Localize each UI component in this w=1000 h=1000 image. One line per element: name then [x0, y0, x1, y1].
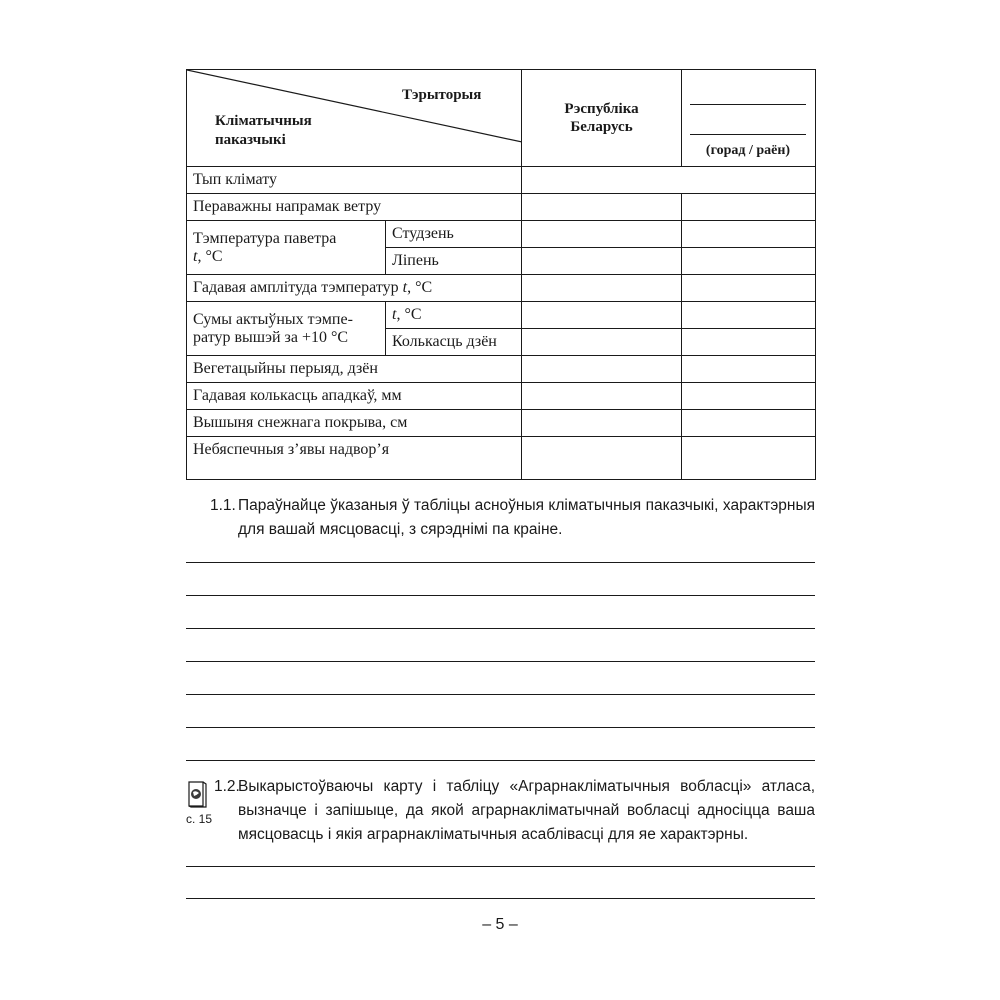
writing-line[interactable]: [186, 562, 815, 563]
row-label-temperature: [187, 221, 386, 275]
writing-line[interactable]: [186, 661, 815, 662]
answer-cell[interactable]: [522, 437, 682, 480]
header-territory: Тэрыторыя: [402, 87, 482, 103]
task-1-2: [214, 775, 815, 850]
answer-cell[interactable]: [522, 167, 816, 194]
task-1-1-number: 1.1.: [210, 497, 236, 514]
answer-cell[interactable]: [682, 437, 816, 480]
city-blank-line-1[interactable]: [690, 104, 806, 105]
amplitude-symbol: t: [402, 279, 408, 296]
answer-cell[interactable]: [682, 275, 816, 302]
answer-cell[interactable]: [522, 302, 682, 329]
row-label-sum-temperature: [386, 302, 522, 329]
climate-table: [186, 69, 816, 480]
writing-line[interactable]: [186, 760, 815, 761]
table-row: [187, 437, 816, 480]
table-row: [187, 167, 816, 194]
active-sums-line2: ратур вышэй за +10 °С: [193, 328, 349, 346]
answer-cell[interactable]: [682, 356, 816, 383]
sum-unit: , °С: [396, 306, 422, 323]
amplitude-unit: , °С: [407, 279, 433, 296]
row-label-snow: Вышыня снежнага покрыва, см: [187, 410, 522, 437]
header-diagonal-cell: [187, 70, 522, 167]
atlas-icon: [186, 780, 208, 808]
temperature-unit: , °С: [197, 247, 223, 265]
atlas-page-reference: с. 15: [186, 812, 213, 826]
header-republic: [522, 70, 682, 167]
answer-cell[interactable]: [682, 194, 816, 221]
writing-line[interactable]: [186, 898, 815, 899]
row-label-january: Студзень: [386, 221, 522, 248]
header-city: [682, 70, 816, 167]
header-republic-line1: Рэспубліка: [564, 101, 639, 117]
task-1-2-text: Выкарыстоўваючы карту і табліцу «Аграрнакліматычныя вобласці» атласа, вызначце і запішыце, да якой аграрнакліматычнай вобласці адносіцца ваша мясцовасць і якія аграрнакліматычныя асаблівасці для яе характэрны.: [238, 778, 815, 843]
active-sums-line1: Сумы актыўных тэмпе-: [193, 310, 353, 328]
row-label-july: Ліпень: [386, 248, 522, 275]
header-republic-line2: Беларусь: [570, 119, 633, 135]
temperature-symbol: t: [193, 247, 198, 265]
table-row: [187, 194, 816, 221]
answer-cell[interactable]: [682, 302, 816, 329]
task-1-1-text: Параўнайце ўказаныя ў табліцы асноўныя кліматычныя паказчыкі, характэрныя для вашай мясцовасці, з сярэднімі па краіне.: [238, 497, 815, 538]
sum-symbol: t: [392, 306, 397, 323]
answer-cell[interactable]: [522, 383, 682, 410]
row-label-days-count: Колькасць дзён: [386, 329, 522, 356]
answer-cell[interactable]: [522, 248, 682, 275]
writing-line[interactable]: [186, 595, 815, 596]
temperature-label: Тэмпература паветра: [193, 229, 337, 247]
header-indicators: Кліматычныя паказчыкі: [215, 113, 312, 148]
answer-cell[interactable]: [682, 410, 816, 437]
answer-cell[interactable]: [682, 383, 816, 410]
writing-line[interactable]: [186, 694, 815, 695]
answer-cell[interactable]: [682, 221, 816, 248]
answer-cell[interactable]: [522, 356, 682, 383]
table-row: [187, 410, 816, 437]
row-label-wind: Пераважны напрамак ветру: [187, 194, 522, 221]
header-city-caption: (горад / раён): [705, 143, 791, 158]
city-blank-line-2[interactable]: [690, 134, 806, 135]
answer-cell[interactable]: [682, 329, 816, 356]
table-row: [187, 221, 816, 248]
writing-line[interactable]: [186, 727, 815, 728]
answer-cell[interactable]: [522, 221, 682, 248]
row-label-amplitude: [187, 275, 522, 302]
table-row: [187, 383, 816, 410]
answer-cell[interactable]: [682, 248, 816, 275]
table-row: [187, 356, 816, 383]
writing-line[interactable]: [186, 628, 815, 629]
task-1-1: [210, 494, 815, 544]
row-label-hazards: Небяспечныя з’явы надвор’я: [187, 437, 522, 480]
row-label-climate-type: Тып клімату: [187, 167, 522, 194]
answer-cell[interactable]: [522, 410, 682, 437]
answer-cell[interactable]: [522, 275, 682, 302]
table-row: [187, 275, 816, 302]
writing-line[interactable]: [186, 866, 815, 867]
answer-cell[interactable]: [522, 329, 682, 356]
page-number: – 5 –: [482, 916, 518, 933]
amplitude-text: Гадавая амплітуда тэмператур: [193, 279, 403, 296]
task-1-2-number: 1.2.: [214, 778, 240, 795]
row-label-precipitation: Гадавая колькасць ападкаў, мм: [187, 383, 522, 410]
answer-cell[interactable]: [522, 194, 682, 221]
row-label-vegetation: Вегетацыйны перыяд, дзён: [187, 356, 522, 383]
row-label-active-sums: [187, 302, 386, 356]
table-row: [187, 302, 816, 329]
